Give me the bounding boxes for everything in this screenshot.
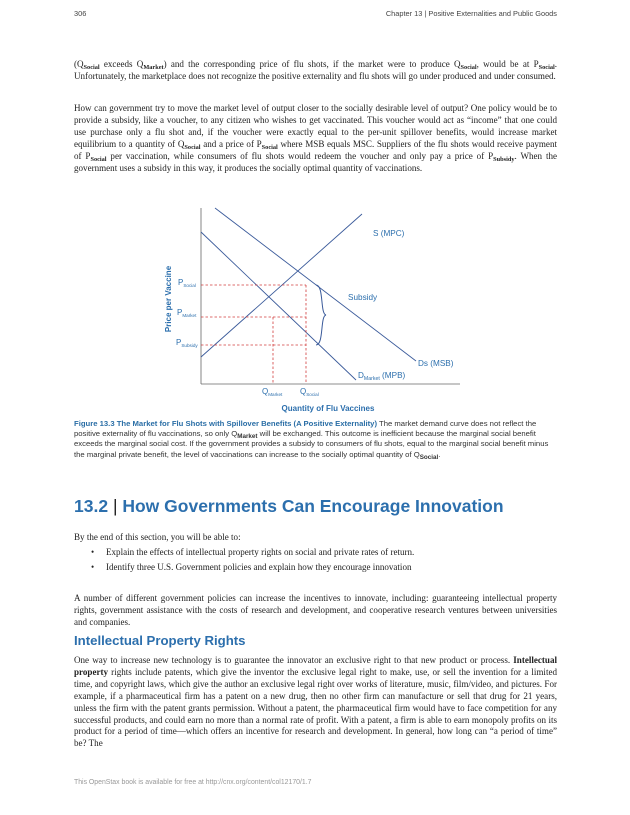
p-market-label: $P_{Market}$ — [177, 308, 197, 318]
page-number: 306 — [74, 9, 87, 18]
demand-market-label: $D_{Market}$ (MPB) — [358, 371, 406, 382]
paragraph-2: How can government try to move the market level of output closer to the socially desirable level of output? One policy would be to provide a subsidy, like a voucher, to any citizen who wishes to get vaccinated. This voucher would act as “income” that one could use purchase only a flu shot and, if the voucher were exactly equal to the per-unit spillover benefits, would increase market equilibrium to a quantity of $Q_{Social}$ and a price of $P_{Social}$ where MSB equals MSC. Suppliers of the flu shots would receive payment of $P_{Social}$ per vaccination, while consumers of flu shots would redeem the voucher and only pay a price of $P_{Subsidy}$. When the government uses a subsidy in this way, it produces the socially optimal quantity of vaccinations. — [74, 103, 557, 173]
x-axis-label: Quantity of Flu Vaccines — [281, 404, 375, 413]
demand-market-curve — [201, 232, 356, 380]
section-paragraph: A number of different government policies can increase the incentives to innovate, including: guaranteeing intellectual property rights, government assistance with the costs of research and development, and cooperative research ventures between universities and companies. — [74, 593, 557, 627]
p-subsidy-label: $P_{Subsidy}$ — [176, 338, 198, 348]
list-item: • Explain the effects of intellectual property rights on social and private rates of return. — [74, 545, 557, 560]
flu-vaccine-market-chart — [160, 204, 490, 416]
subsection-heading: Intellectual Property Rights — [74, 633, 246, 648]
subsection-paragraph: One way to increase new technology is to guarantee the innovator an exclusive right to that new product or process. Intellectual property rights include patents, which give the inventor the exclusive legal right to make, use, or sell the invention for a limited time, and copyright laws, which give the author an exclusive legal right over works of literature, music, film/video, and pictures. For example, if a pharmaceutical firm has a patent on a new drug, then no other firm can manufacture or sell that drug for 21 years, unless the firm with the patent grants permission. Without a patent, the pharmaceutical firm would have to face competition for any successful products, and could earn no more than a normal rate of profit. With a patent, a firm is able to earn monopoly profits on its product for a period of time—which offers an incentive for research and development. In general, how long can “a period of time” be? The — [74, 655, 557, 749]
learning-objectives — [74, 545, 557, 574]
msb-label: Ds (MSB) — [418, 359, 454, 368]
subsidy-label: Subsidy — [348, 293, 378, 302]
subsidy-brace — [316, 285, 326, 345]
figure-caption: Figure 13.3 The Market for Flu Shots with Spillover Benefits (A Positive Externality) The market demand curve does not reflect the positive externality of flu vaccinations, so only $Q_{Market}$ will be exchanged. This outcome is inefficient because the marginal social benefit exceeds the marginal social cost. If the government provides a subsidy to consumers of flu shots, equal to the marginal social benefit minus the marginal private benefit, the level of vaccinations can increase to the socially optimal quantity of $Q_{Social}$. — [74, 419, 549, 461]
list-item: • Identify three U.S. Government policies and explain how they encourage innovation — [74, 560, 557, 575]
q-market-label: $Q_{Market}$ — [262, 387, 283, 397]
figure-label: Figure 13.3 The Market for Flu Shots with Spillover Benefits (A Positive Externality) — [74, 419, 378, 428]
running-header: Chapter 13 | Positive Externalities and Public Goods — [385, 9, 557, 18]
supply-label: S (MPC) — [373, 229, 405, 238]
y-axis-label: Price per Vaccine — [164, 265, 173, 333]
p-social-label: $P_{Social}$ — [178, 278, 196, 288]
section-heading: 13.2 | How Governments Can Encourage Innovation — [74, 496, 504, 516]
page-footer: This OpenStax book is available for free at http://cnx.org/content/col12170/1.7 — [74, 779, 312, 786]
q-social-label: $Q_{Social}$ — [300, 387, 319, 397]
supply-curve — [201, 214, 362, 357]
paragraph-1: ($Q_{Social}$ exceeds $Q_{Market}$) and the corresponding price of flu shots, if the market were to produce $Q_{Social}$, would be at $P_{Social}$. Unfortunately, the marketplace does not recognize the positive externality and flu shots will go under produced and under consumed. — [74, 59, 557, 81]
objectives-intro: By the end of this section, you will be able to: — [74, 532, 241, 542]
